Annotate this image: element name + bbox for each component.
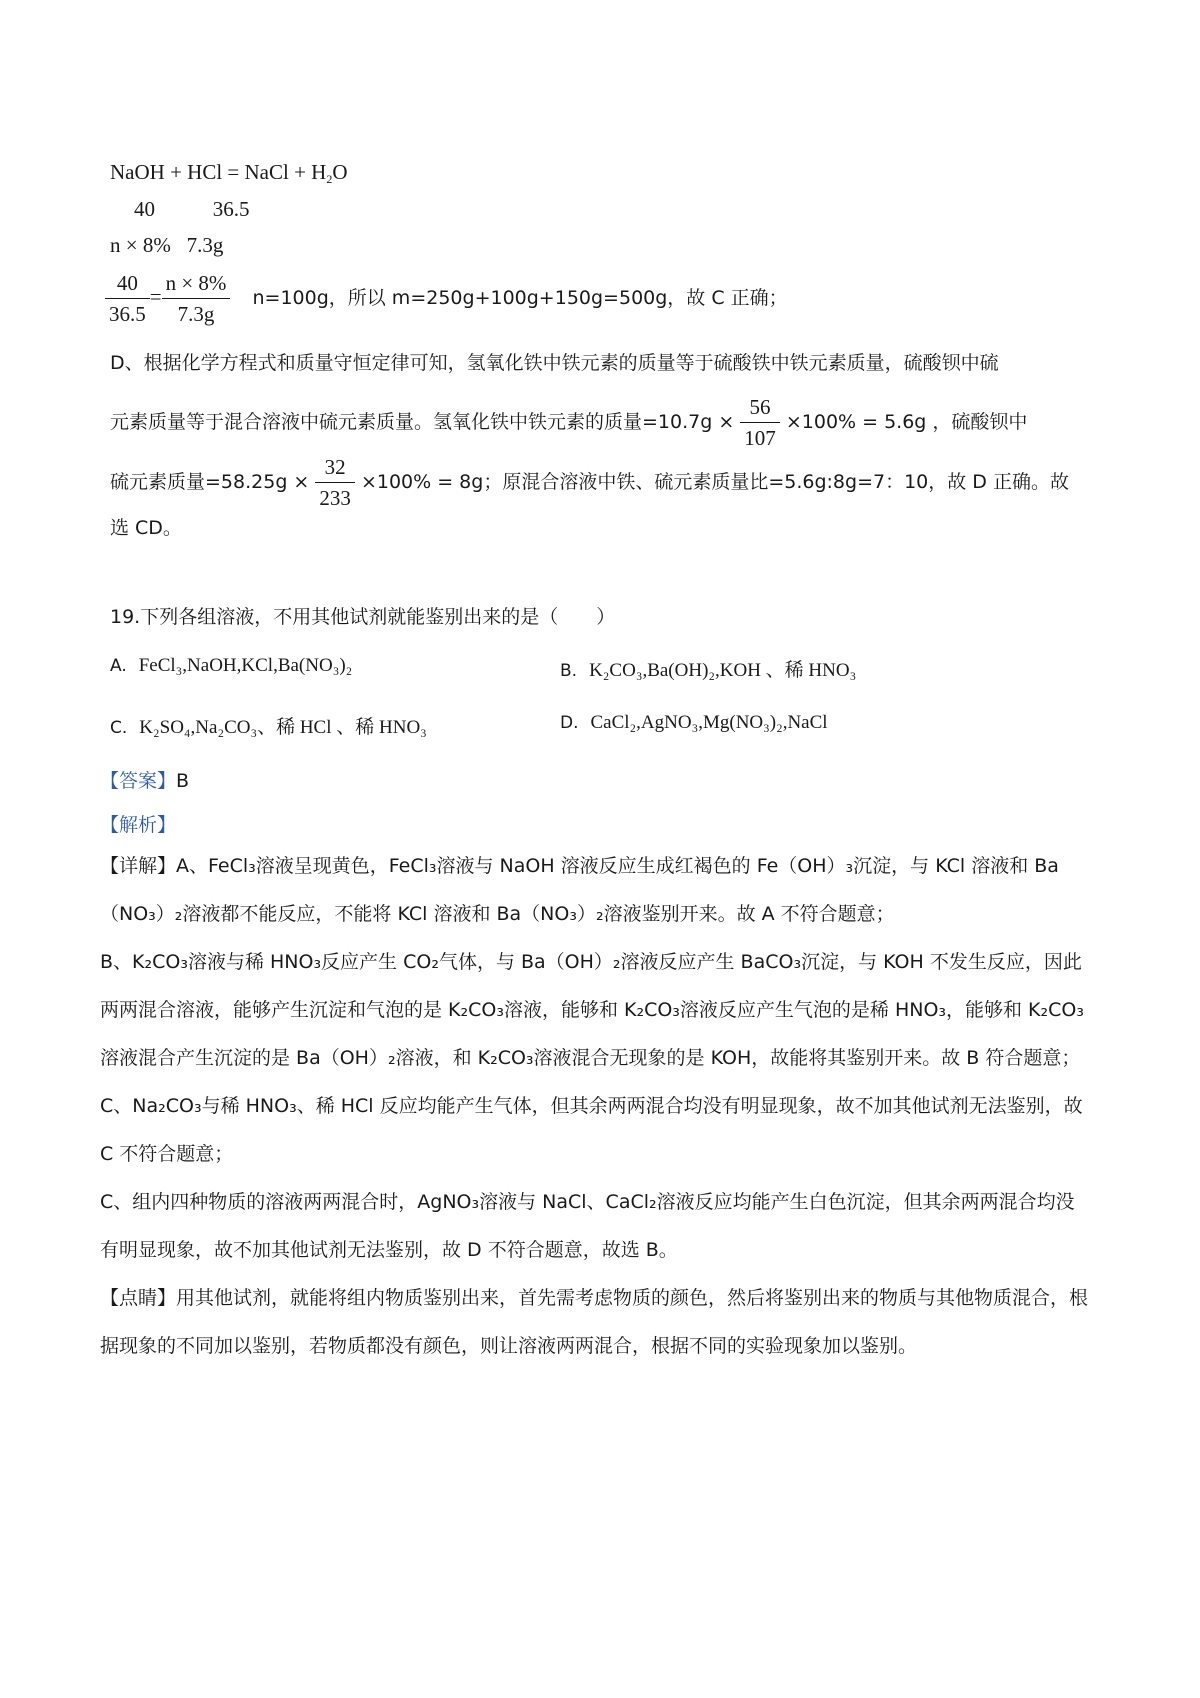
equation-o: O	[332, 160, 348, 184]
detail-paragraph-a: 【详解】A、FeCl₃溶液呈现黄色，FeCl₃溶液与 NaOH 溶液反应生成红褐色的 Fe（OH）₃沉淀，与 KCl 溶液和 Ba（NO₃）₂溶液都不能反应，不能将 KCl 溶液和 Ba（NO₃）₂溶液鉴别开来。故 A 不符合题意；	[100, 855, 1059, 925]
question-stem: 19.下列各组溶液，不用其他试剂就能鉴别出来的是（ ）	[110, 606, 616, 628]
detail-section	[100, 842, 1090, 1370]
proportion-line	[105, 268, 788, 329]
option-d: D. CaCl₂,AgNO₃,Mg(NO₃)₂,NaCl	[560, 712, 828, 733]
equation-line: NaOH + HCl = NaCl + $H_2O$	[110, 160, 348, 186]
option-a: A. FeCl₃,NaOH,KCl,Ba(NO₃)₂	[110, 655, 353, 676]
answer-value: B	[176, 770, 190, 792]
detail-paragraph-c: C、Na₂CO₃与稀 HNO₃、稀 HCl 反应均能产生气体，但其余两两混合均没有明显现象，故不加其他试剂无法鉴别，故 C 不符合题意；	[100, 1095, 1083, 1165]
answer-label: 【答案】	[100, 770, 177, 792]
d-explain-line2: 元素质量等于混合溶液中硫元素质量。氢氧化铁中铁元素的质量=10.7g × $\frac{56}{107}$ ×100% = 5.6g ，硫酸钡中	[110, 392, 1027, 453]
d-explain-line3: 硫元素质量=58.25g × $\frac{32}{233}$ ×100% = 8g；原混合溶液中铁、硫元素质量比=5.6g:8g=7：10，故 D 正确。故	[110, 452, 1069, 513]
d-explain-line1: D、根据化学方程式和质量守恒定律可知，氢氧化铁中铁元素的质量等于硫酸铁中铁元素质量，硫酸钡中硫	[110, 352, 999, 374]
detail-paragraph-d: C、组内四种物质的溶液两两混合时，AgNO₃溶液与 NaCl、CaCl₂溶液反应均能产生白色沉淀，但其余两两混合均没有明显现象，故不加其他试剂无法鉴别，故 D 不符合题意，故选 B。	[100, 1191, 1075, 1261]
detail-label: 【详解】	[100, 855, 177, 877]
option-c: C. K₂SO₄,Na₂CO₃、稀 HCl 、稀 HNO₃	[110, 717, 427, 738]
fraction-1: $\frac{40}{36.5}$	[105, 268, 150, 329]
option-b: B. K₂CO₃,Ba(OH)₂,KOH 、稀 HNO₃	[560, 660, 857, 681]
conclusion-text: n=100g，所以 m=250g+100g+150g=500g，故 C 正确；	[252, 286, 788, 309]
equals-sign: =	[149, 284, 162, 309]
fraction-fe: $\frac{56}{107}$	[740, 392, 780, 453]
d-explain-line4: 选 CD。	[110, 517, 182, 539]
analysis-label: 【解析】	[100, 814, 177, 836]
detail-paragraph-b: B、K₂CO₃溶液与稀 HNO₃反应产生 CO₂气体，与 Ba（OH）₂溶液反应产生 BaCO₃沉淀，与 KOH 不发生反应，因此两两混合溶液，能够产生沉淀和气泡的是 K₂CO₃溶液，能够和 K₂CO₃溶液反应产生气泡的是稀 HNO₃，能够和 K₂CO₃溶液混合产生沉淀的是 Ba（OH）₂溶液，和 K₂CO₃溶液混合无现象的是 KOH，故能将其鉴别开来。故 B 符合题意；	[100, 951, 1084, 1069]
comment-paragraph: 【点睛】用其他试剂，就能将组内物质鉴别出来，首先需考虑物质的颜色，然后将鉴别出来的物质与其他物质混合，根据现象的不同加以鉴别，若物质都没有颜色，则让溶液两两混合，根据不同的实验现象加以鉴别。	[100, 1287, 1089, 1357]
unknowns-line: n × 8% 7.3g	[110, 233, 224, 257]
comment-label: 【点睛】	[100, 1287, 177, 1309]
analysis-label-line	[100, 812, 176, 838]
fraction-2: $\frac{n \times 8\%}{7.3g}$	[162, 268, 231, 329]
fraction-s: $\frac{32}{233}$	[315, 452, 355, 513]
equation-text: NaOH + HCl = NaCl + H	[110, 160, 327, 184]
molar-masses: 40 36.5	[134, 197, 250, 221]
answer-line	[100, 768, 189, 794]
